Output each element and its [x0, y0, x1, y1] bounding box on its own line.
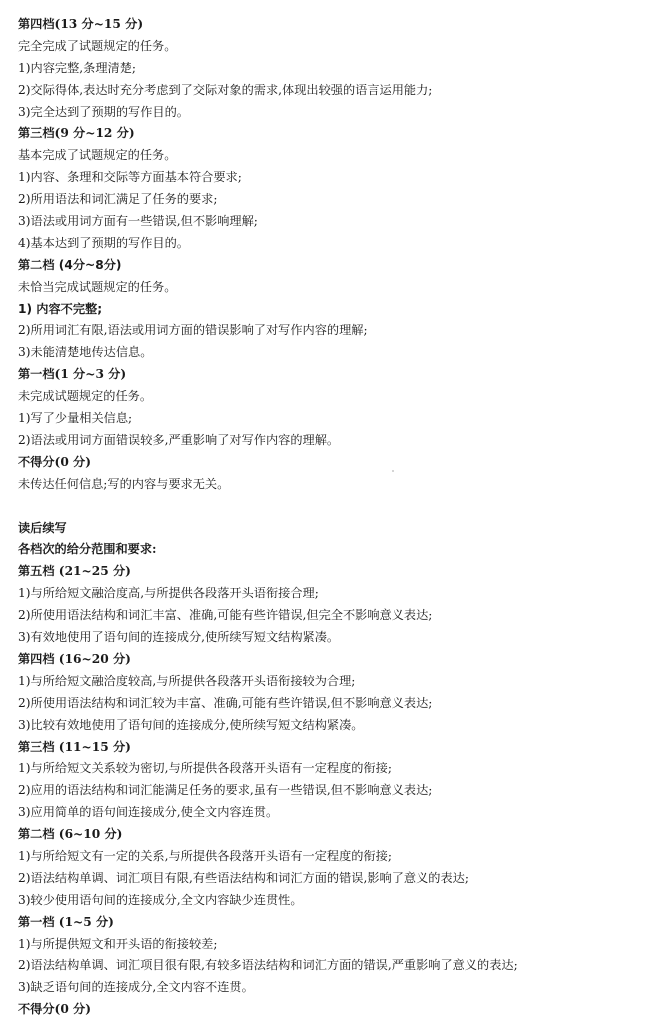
criteria-line: 2)所使用语法结构和词汇较为丰富、准确,可能有些许错误,但不影响意义表达; — [18, 695, 433, 710]
tier-heading: 第五档 (21~25 分) — [18, 564, 131, 579]
score-tier — [18, 364, 643, 452]
score-tier — [18, 824, 643, 912]
criteria-line: 1)内容、条理和交际等方面基本符合要求; — [18, 170, 242, 185]
scan-speck — [392, 470, 394, 472]
tier-heading: 第四档(13 分~15 分) — [18, 17, 144, 31]
score-tier — [18, 999, 643, 1021]
criteria-line: 3)应用简单的语句间连接成分,使全文内容连贯。 — [18, 805, 279, 820]
criteria-line: 1)与所给短文有一定的关系,与所提供各段落开头语有一定程度的衔接; — [18, 848, 392, 863]
criteria-line: 3)比较有效地使用了语句间的连接成分,使所续写短文结构紧凑。 — [18, 717, 364, 732]
document-page — [18, 14, 643, 1021]
tier-heading: 第三档 (11~15 分) — [18, 739, 131, 754]
criteria-line: 未完成试题规定的任务。 — [18, 389, 153, 404]
criteria-line: 未恰当完成试题规定的任务。 — [18, 279, 177, 294]
score-tier — [18, 649, 643, 737]
tier-heading: 不得分(0 分) — [18, 454, 92, 469]
score-tier — [18, 561, 643, 649]
criteria-line: 2)语法或用词方面错误较多,严重影响了对写作内容的理解。 — [18, 432, 340, 447]
section-title: 读后续写 — [18, 520, 67, 535]
criteria-line: 3)完全达到了预期的写作目的。 — [18, 104, 189, 119]
tier-heading: 第一档(1 分~3 分) — [18, 367, 127, 382]
criteria-line: 1)与所给短文融洽度高,与所提供各段落开头语衔接合理; — [18, 586, 319, 601]
criteria-line: 1)与所给短文关系较为密切,与所提供各段落开头语有一定程度的衔接; — [18, 761, 392, 776]
criteria-line: 2)所使用语法结构和词汇丰富、准确,可能有些许错误,但完全不影响意义表达; — [18, 608, 433, 623]
criteria-line: 完全完成了试题规定的任务。 — [18, 38, 177, 53]
criteria-line: 未传达任何信息;写的内容与要求无关。 — [18, 476, 230, 491]
score-tier — [18, 123, 643, 254]
score-tier — [18, 912, 643, 1000]
criteria-line: 1) 内容不完整; — [18, 301, 103, 316]
score-tier — [18, 452, 643, 496]
criteria-line: 3)未能清楚地传达信息。 — [18, 345, 153, 360]
criteria-line: 2)交际得体,表达时充分考虑到了交际对象的需求,体现出较强的语言运用能力; — [18, 82, 433, 97]
continuation-writing-section — [18, 518, 643, 1021]
criteria-line: 4)基本达到了预期的写作目的。 — [18, 235, 189, 250]
criteria-line: 3)有效地使用了语句间的连接成分,使所续写短文结构紧凑。 — [18, 630, 340, 645]
score-tier — [18, 737, 643, 825]
writing-scoring-section — [18, 14, 643, 496]
criteria-line: 1)与所提供短文和开头语的衔接较差; — [18, 936, 218, 951]
criteria-line: 2)应用的语法结构和词汇能满足任务的要求,虽有一些错误,但不影响意义表达; — [18, 783, 433, 798]
score-tier — [18, 14, 643, 123]
criteria-line: 2)语法结构单调、词汇项目很有限,有较多语法结构和词汇方面的错误,严重影响了意义的表达; — [18, 958, 518, 973]
tier-heading: 第四档 (16~20 分) — [18, 651, 131, 666]
tier-heading: 第二档 (6~10 分) — [18, 827, 123, 842]
tier-heading: 第一档 (1~5 分) — [18, 914, 114, 929]
criteria-line: 基本完成了试题规定的任务。 — [18, 148, 177, 163]
criteria-line: 1)写了少量相关信息; — [18, 411, 133, 426]
criteria-line: 1)内容完整,条理清楚; — [18, 60, 136, 75]
tier-heading: 第二档 (4分~8分) — [18, 257, 122, 272]
criteria-line: 1)与所给短文融洽度较高,与所提供各段落开头语衔接较为合理; — [18, 673, 356, 688]
score-tier — [18, 255, 643, 364]
criteria-line: 2)所用语法和词汇满足了任务的要求; — [18, 192, 218, 207]
tier-list — [18, 561, 643, 1021]
section-gap — [18, 496, 643, 518]
criteria-line: 3)缺乏语句间的连接成分,全文内容不连贯。 — [18, 980, 254, 995]
criteria-line: 3)较少使用语句间的连接成分,全文内容缺少连贯性。 — [18, 892, 303, 907]
criteria-line: 2)语法结构单调、词汇项目有限,有些语法结构和词汇方面的错误,影响了意义的表达; — [18, 870, 469, 885]
criteria-line: 3)语法或用词方面有一些错误,但不影响理解; — [18, 214, 258, 229]
tier-heading: 不得分(0 分) — [18, 1002, 92, 1017]
tier-heading: 第三档(9 分~12 分) — [18, 126, 135, 141]
criteria-line: 2)所用词汇有限,语法或用词方面的错误影响了对写作内容的理解; — [18, 323, 368, 338]
section-subtitle: 各档次的给分范围和要求: — [18, 542, 157, 557]
